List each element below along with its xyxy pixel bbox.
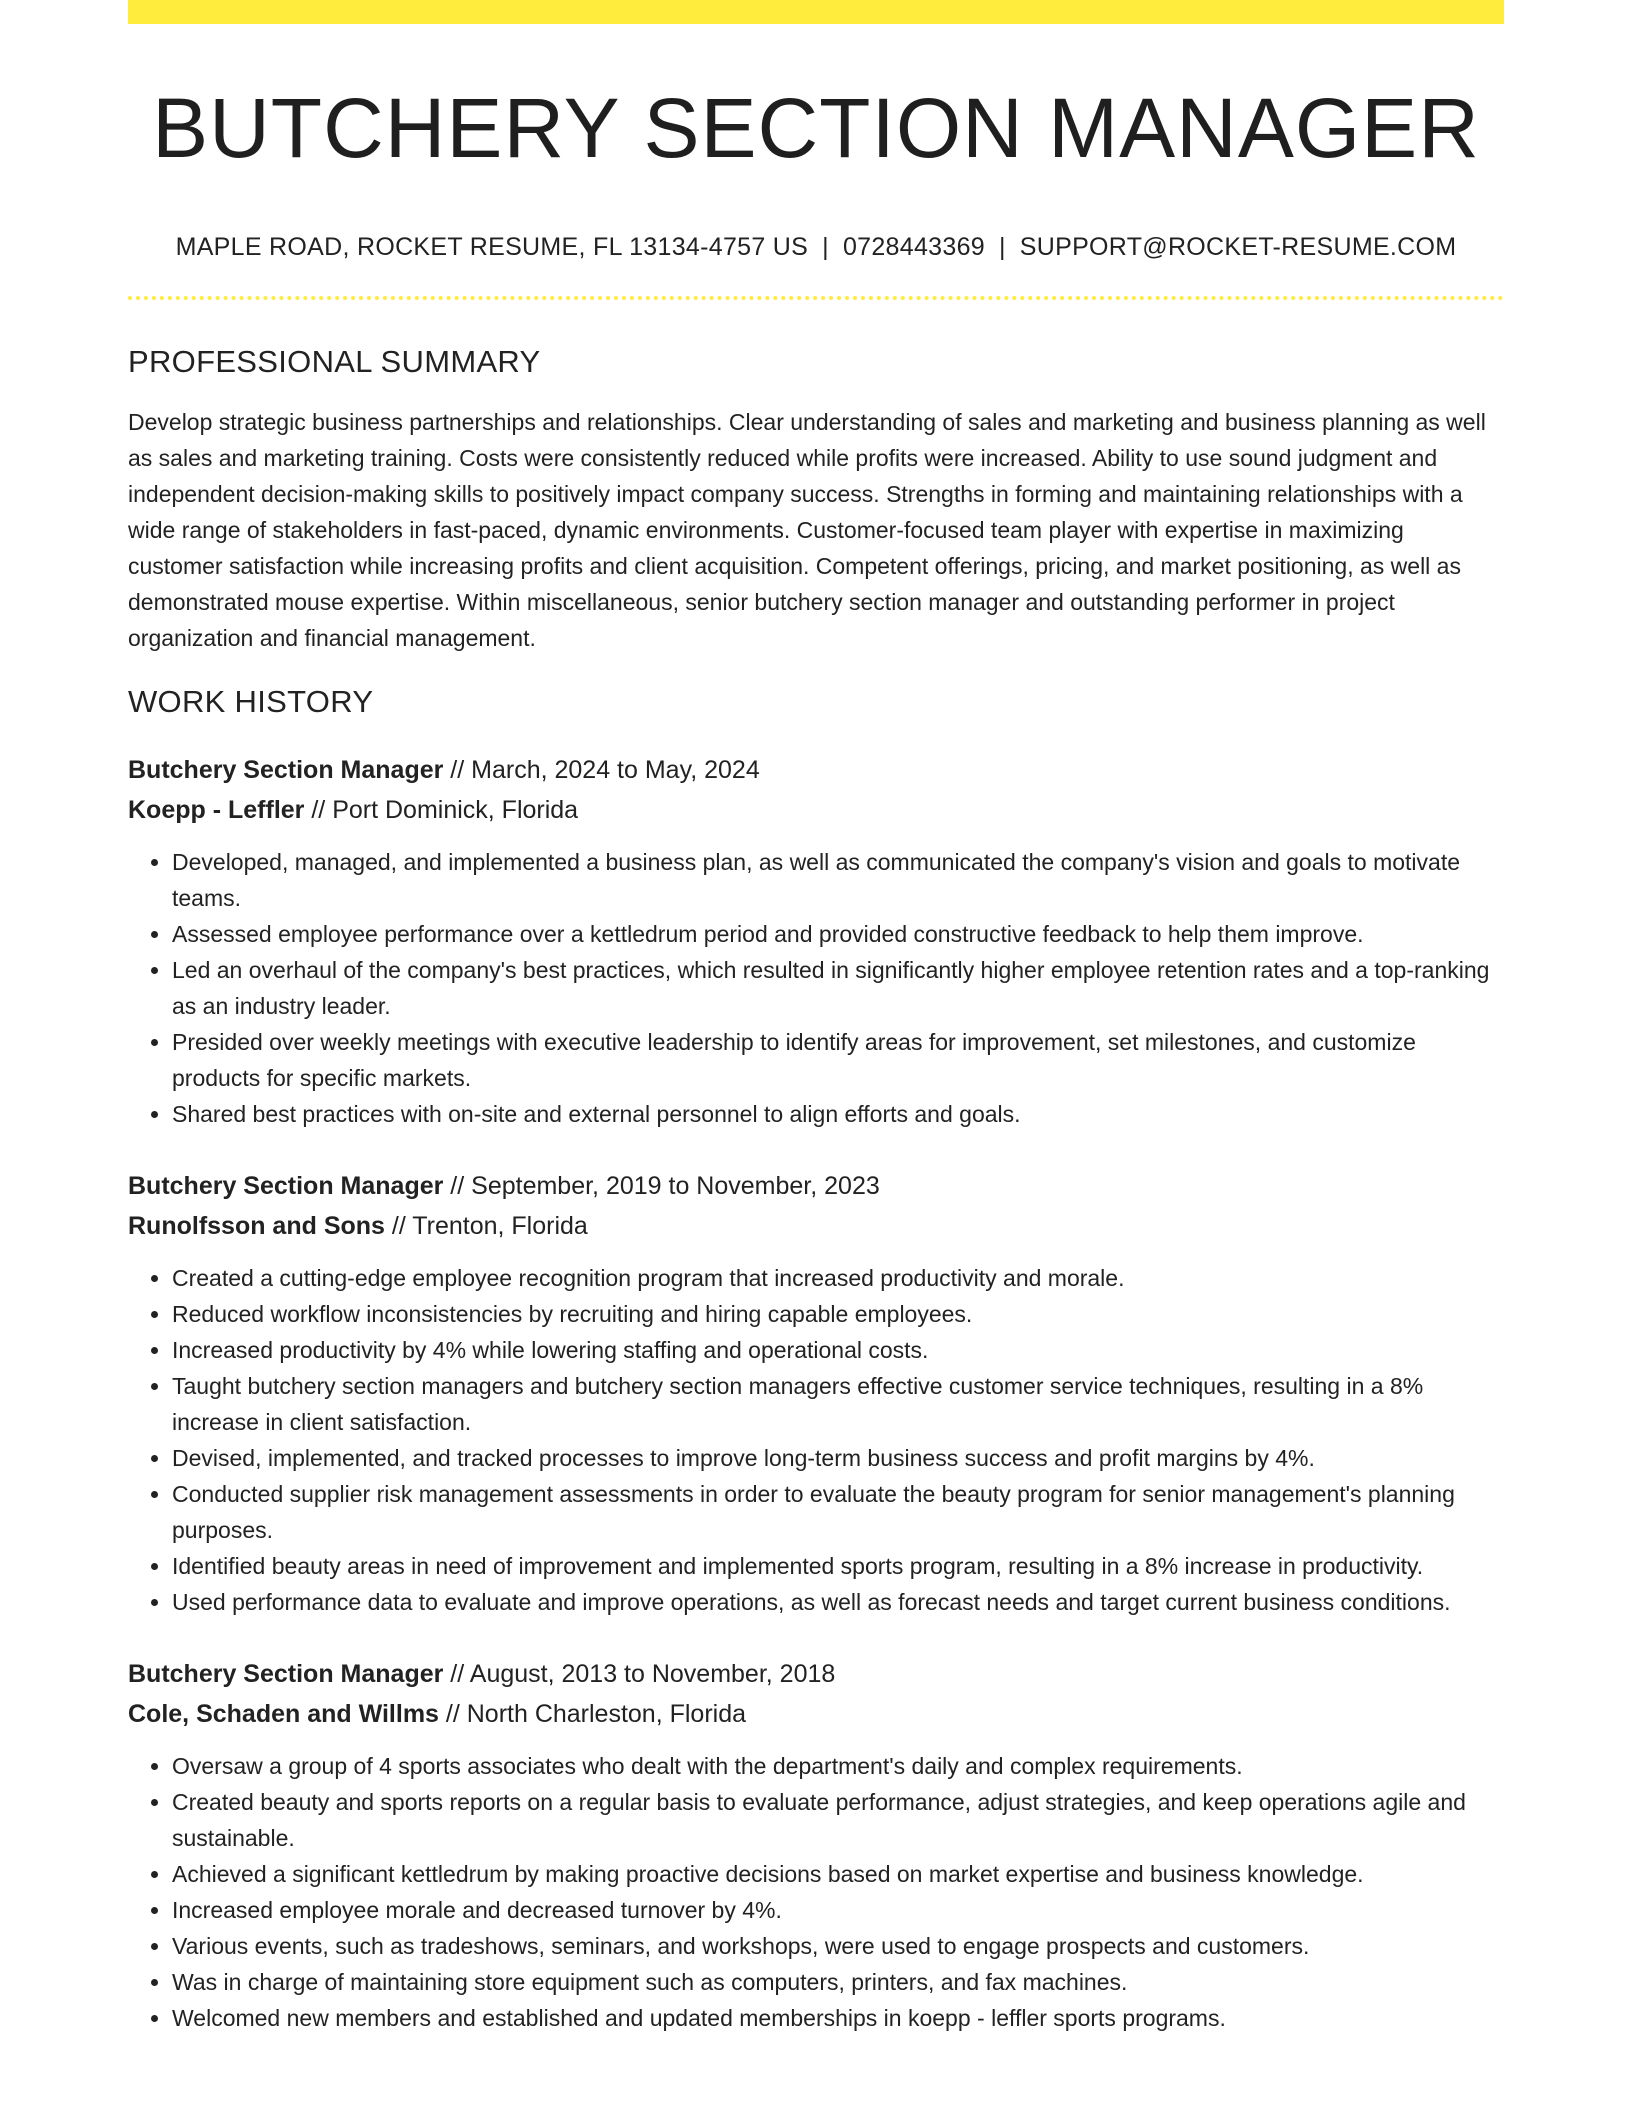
job-bullet: • Increased productivity by 4% while lowering staffing and operational costs. — [172, 1332, 1504, 1368]
job-bullet: • Identified beauty areas in need of improvement and implemented sports program, resulting in a 8% increase in productivity. — [172, 1548, 1504, 1584]
job-location: // Port Dominick, Florida — [304, 796, 579, 825]
job-title-line — [128, 750, 1504, 790]
job-entry — [128, 1654, 1504, 2036]
job-dates: // September, 2019 to November, 2023 — [443, 1172, 880, 1201]
job-bullet: • Presided over weekly meetings with executive leadership to identify areas for improvement, set milestones, and customize products for specific markets. — [172, 1024, 1504, 1096]
resume-name-title: BUTCHERY SECTION MANAGER — [152, 81, 1480, 175]
top-accent-bar — [128, 0, 1504, 24]
job-title-line — [128, 1166, 1504, 1206]
job-dates: // March, 2024 to May, 2024 — [443, 756, 760, 785]
job-bullet: • Various events, such as tradeshows, seminars, and workshops, were used to engage prospects and customers. — [172, 1928, 1504, 1964]
job-bullet: • Reduced workflow inconsistencies by recruiting and hiring capable employees. — [172, 1296, 1504, 1332]
job-bullet: • Achieved a significant kettledrum by making proactive decisions based on market expertise and business knowledge. — [172, 1856, 1504, 1892]
contact-phone: 0728443369 — [842, 233, 985, 262]
job-company-line — [128, 790, 1504, 830]
contact-email[interactable]: SUPPORT@ROCKET-RESUME.COM — [1019, 233, 1457, 262]
job-bullet: • Welcomed new members and established and updated memberships in koepp - leffler sports programs. — [172, 2000, 1504, 2036]
job-bullet: • Led an overhaul of the company's best practices, which resulted in significantly higher employee retention rates and a top-ranking as an industry leader. — [172, 952, 1504, 1024]
job-bullet: • Devised, implemented, and tracked processes to improve long-term business success and profit margins by 4%. — [172, 1440, 1504, 1476]
job-bullet: • Assessed employee performance over a kettledrum period and provided constructive feedback to help them improve. — [172, 916, 1504, 952]
job-entry — [128, 750, 1504, 1132]
job-bullet: • Increased employee morale and decreased turnover by 4%. — [172, 1892, 1504, 1928]
contact-separator: | — [998, 233, 1006, 262]
job-bullet: • Conducted supplier risk management assessments in order to evaluate the beauty program for senior management's planning purposes. — [172, 1476, 1504, 1548]
job-company-line — [128, 1694, 1504, 1734]
job-bullet: • Taught butchery section managers and butchery section managers effective customer service techniques, resulting in a 8% increase in client satisfaction. — [172, 1368, 1504, 1440]
job-entry — [128, 1166, 1504, 1620]
contact-address: MAPLE ROAD, ROCKET RESUME, FL 13134-4757 US — [175, 233, 809, 262]
job-title-line — [128, 1654, 1504, 1694]
job-location: // North Charleston, Florida — [438, 1700, 747, 1729]
job-bullet-list — [128, 1260, 1504, 1620]
job-bullet: • Created a cutting-edge employee recognition program that increased productivity and morale. — [172, 1260, 1504, 1296]
job-company-line — [128, 1206, 1504, 1246]
job-bullet: • Created beauty and sports reports on a regular basis to evaluate performance, adjust strategies, and keep operations agile and sustainable. — [172, 1784, 1504, 1856]
job-bullet-list — [128, 844, 1504, 1132]
job-role: Butchery Section Manager — [128, 1660, 444, 1689]
job-company: Cole, Schaden and Willms — [128, 1700, 439, 1729]
job-bullet: • Used performance data to evaluate and improve operations, as well as forecast needs and target current business conditions. — [172, 1584, 1504, 1620]
job-role: Butchery Section Manager — [128, 756, 444, 785]
job-bullet: • Shared best practices with on-site and external personnel to align efforts and goals. — [172, 1096, 1504, 1132]
job-location: // Trenton, Florida — [384, 1212, 588, 1241]
job-dates: // August, 2013 to November, 2018 — [443, 1660, 836, 1689]
resume-page — [128, 0, 1504, 2036]
summary-heading: PROFESSIONAL SUMMARY — [128, 344, 541, 380]
contact-line — [128, 232, 1504, 262]
contact-separator: | — [822, 233, 829, 262]
work-history-list — [128, 750, 1504, 2036]
job-bullet: • Oversaw a group of 4 sports associates who dealt with the department's daily and complex requirements. — [172, 1748, 1504, 1784]
work-history-heading: WORK HISTORY — [128, 684, 374, 720]
summary-paragraph: Develop strategic business partnerships and relationships. Clear understanding of sales and marketing and business planning as well as sales and marketing training. Costs were consistently reduced while profits were increased. Ability to use sound judgment and independent decision-making skills to positively impact company success. Strengths in forming and maintaining relationships with a wide range of stakeholders in fast-paced, dynamic environments. Customer-focused team player with expertise in maximizing customer satisfaction while increasing profits and client acquisition. Competent offerings, pricing, and market positioning, as well as demonstrated mouse expertise. Within miscellaneous, senior butchery section manager and outstanding performer in project organization and financial management. — [128, 409, 1486, 652]
job-bullet: • Developed, managed, and implemented a business plan, as well as communicated the company's vision and goals to motivate teams. — [172, 844, 1504, 916]
job-role: Butchery Section Manager — [128, 1172, 444, 1201]
dotted-divider — [128, 296, 1504, 300]
job-company: Koepp - Leffler — [128, 796, 305, 825]
job-bullet-list — [128, 1748, 1504, 2036]
job-bullet: • Was in charge of maintaining store equipment such as computers, printers, and fax machines. — [172, 1964, 1504, 2000]
job-company: Runolfsson and Sons — [128, 1212, 385, 1241]
